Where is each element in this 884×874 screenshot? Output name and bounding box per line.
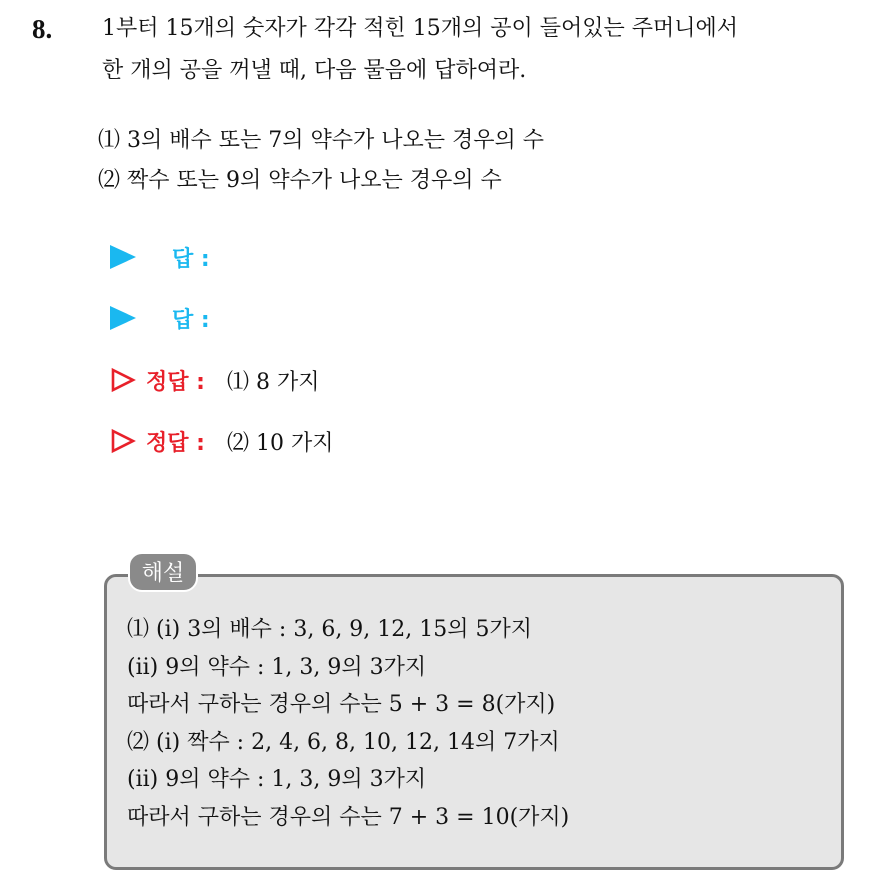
explanation-line: ⑴ (i) 3의 배수 : 3, 6, 9, 12, 15의 5가지 xyxy=(127,617,533,642)
explanation-line: (ii) 9의 약수 : 1, 3, 9의 3가지 xyxy=(127,767,427,792)
correct-answer-label: 정답 : xyxy=(146,369,205,395)
correct-answer-value: ⑴ 8 가지 xyxy=(226,369,320,395)
question-text-line-1: 1부터 15개의 숫자가 각각 적힌 15개의 공이 들어있는 주머니에서 xyxy=(102,16,738,41)
explanation-line: ⑵ (i) 짝수 : 2, 4, 6, 8, 10, 12, 14의 7가지 xyxy=(127,729,560,755)
correct-answer-label: 정답 : xyxy=(146,430,205,456)
filled-triangle-icon xyxy=(110,245,136,269)
explanation-line: 따라서 구하는 경우의 수는 7 + 3 = 10(가지) xyxy=(127,804,570,830)
answer-row-2[interactable] xyxy=(110,302,210,334)
explanation-line: (ii) 9의 약수 : 1, 3, 9의 3가지 xyxy=(127,654,427,680)
answer-label: 답 : xyxy=(172,307,210,333)
question-number: 8. xyxy=(32,14,53,44)
sub-question-2: ⑵ 짝수 또는 9의 약수가 나오는 경우의 수 xyxy=(98,168,502,193)
outline-triangle-icon xyxy=(110,367,136,393)
filled-triangle-icon xyxy=(110,306,136,330)
question-text-line-2: 한 개의 공을 꺼낼 때, 다음 물음에 답하여라. xyxy=(102,58,527,83)
explanation-tab: 해설 xyxy=(128,552,198,592)
correct-answer-value: ⑵ 10 가지 xyxy=(226,430,334,456)
explanation-box xyxy=(104,574,844,870)
outline-triangle-icon xyxy=(110,428,136,454)
answer-label: 답 : xyxy=(172,246,210,272)
correct-answer-row-1 xyxy=(110,364,319,396)
sub-question-1: ⑴ 3의 배수 또는 7의 약수가 나오는 경우의 수 xyxy=(98,128,544,153)
correct-answer-row-2 xyxy=(110,425,333,457)
answer-row-1[interactable] xyxy=(110,241,210,273)
explanation-line: 따라서 구하는 경우의 수는 5 + 3 = 8(가지) xyxy=(127,692,556,717)
explanation-lines xyxy=(127,611,569,836)
